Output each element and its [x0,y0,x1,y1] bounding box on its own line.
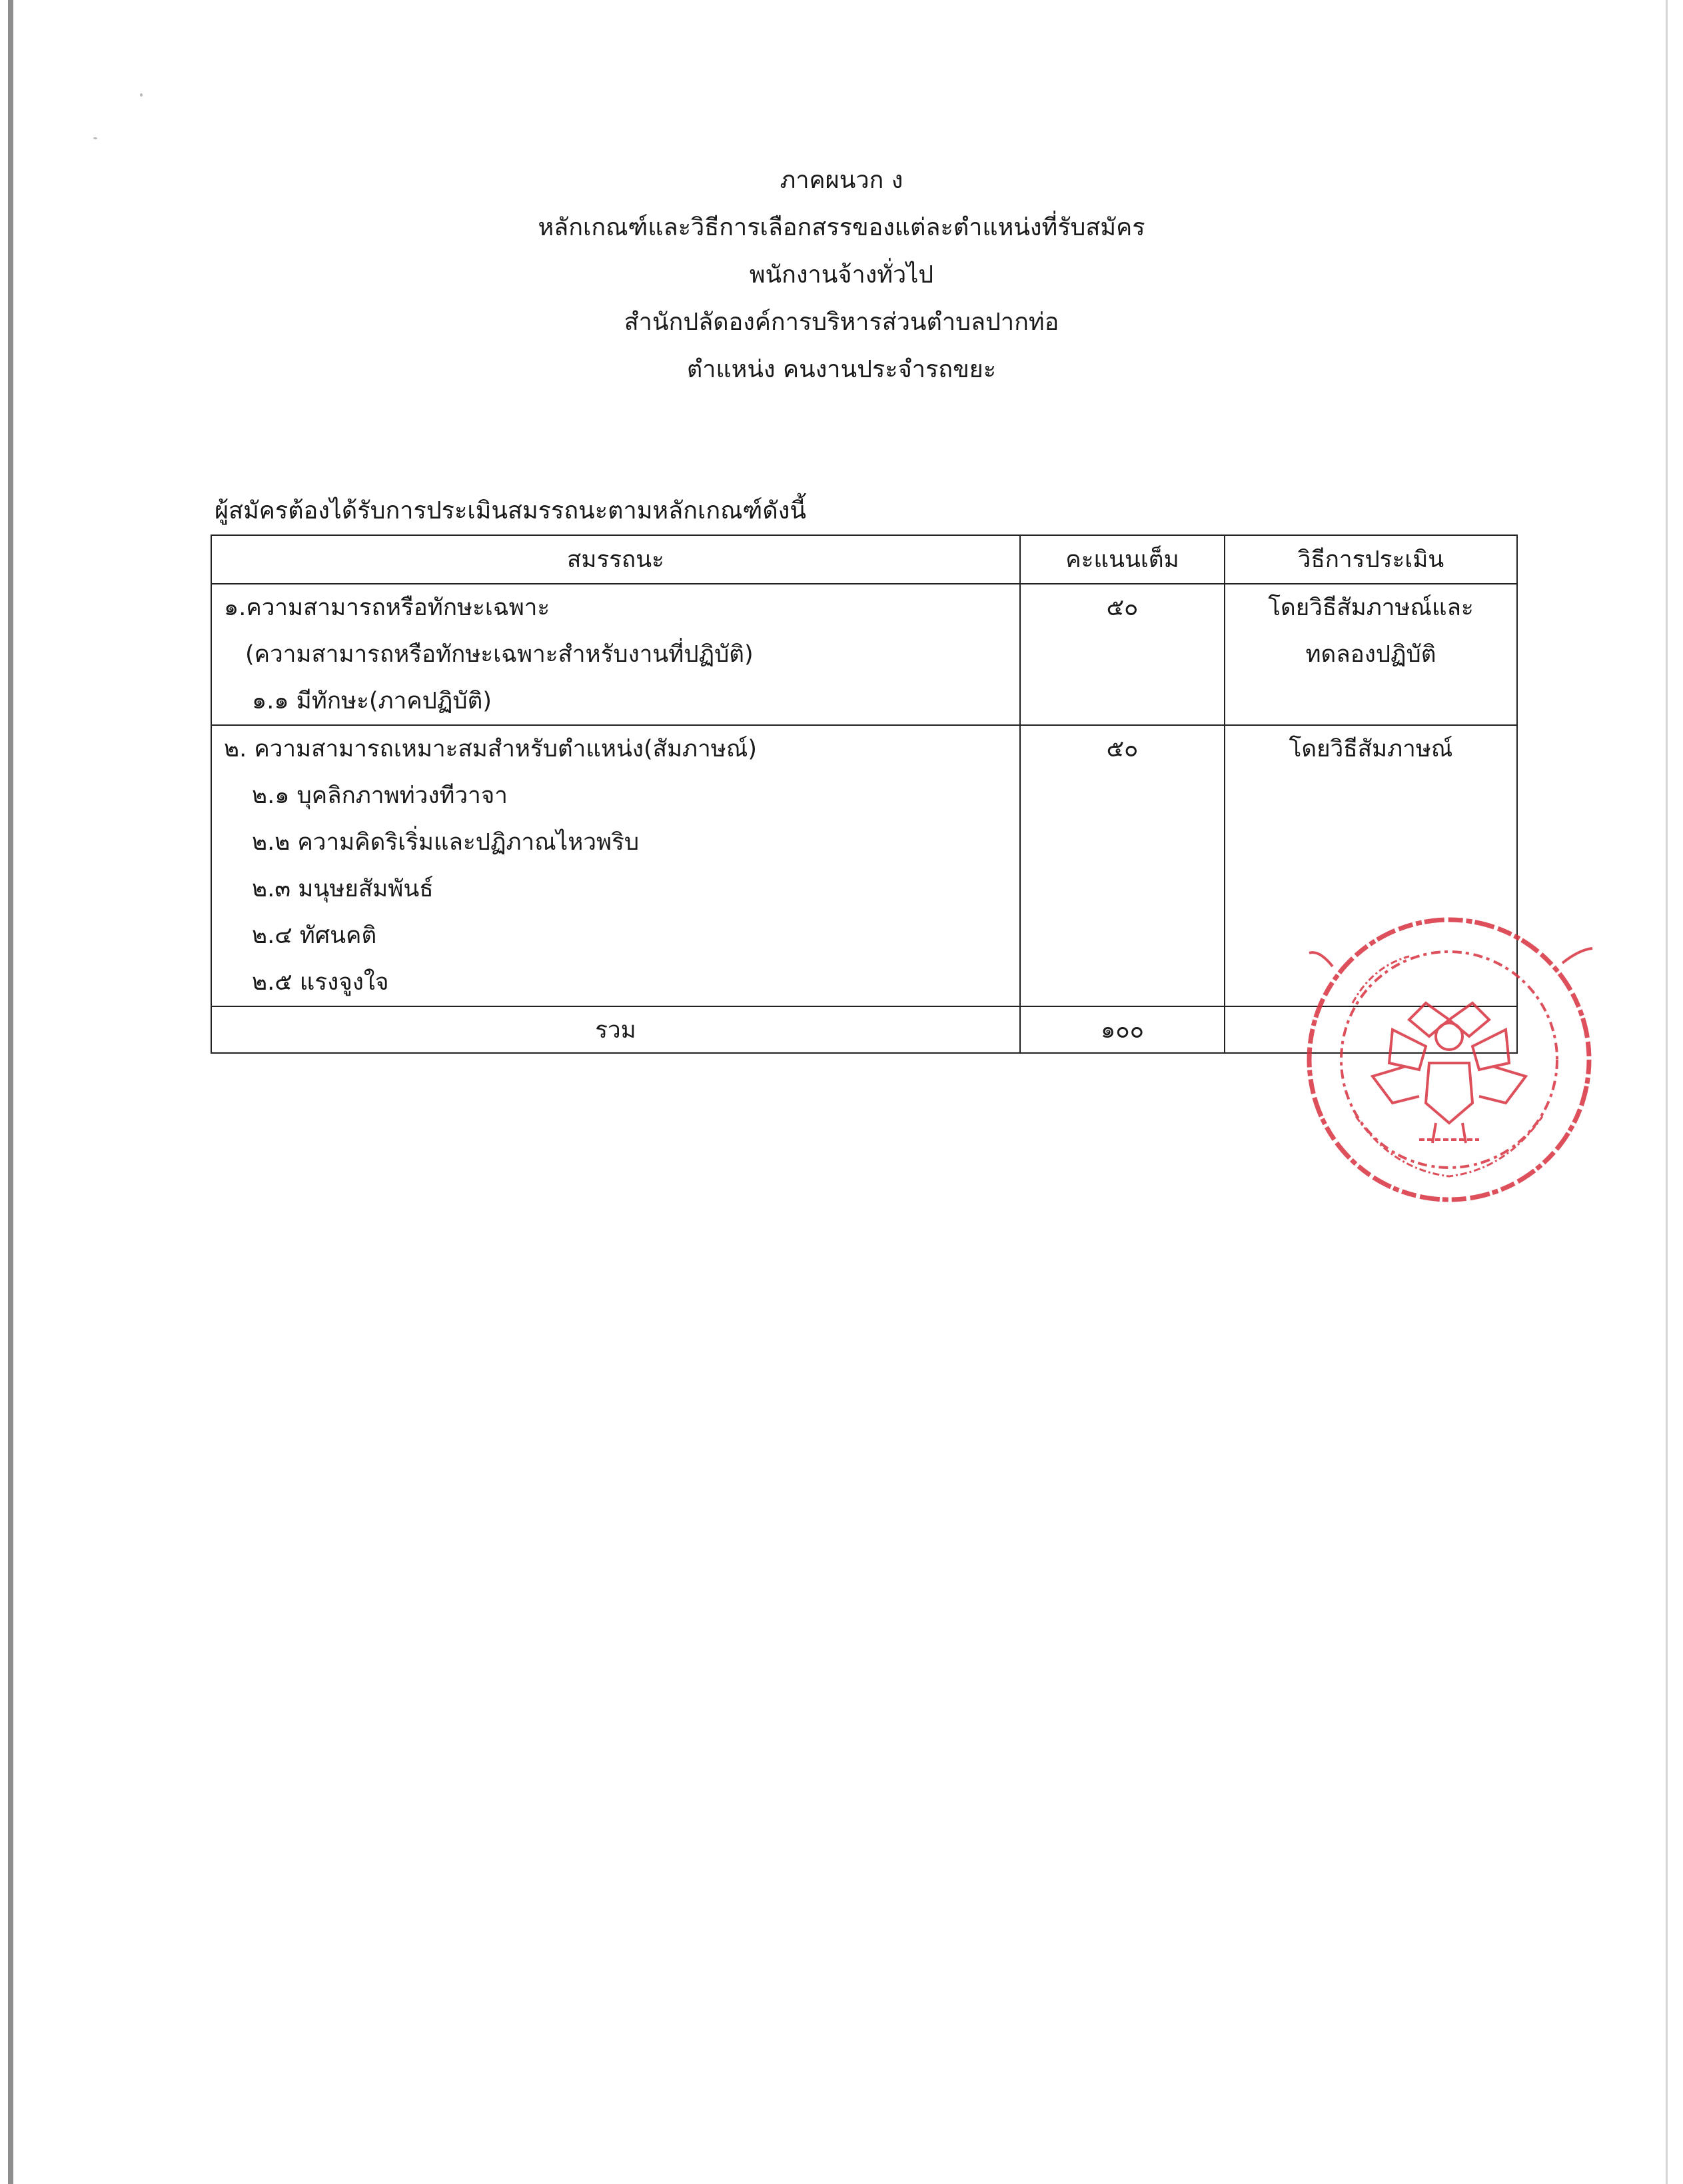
total-score: ๑๐๐ [1020,1006,1225,1053]
competency-line: ๒. ความสามารถเหมาะสมสำหรับตำแหน่ง(สัมภาษณ์) [224,736,757,762]
competency-line: ๒.๑ บุคลิกภาพท่วงทีวาจา [252,782,508,809]
method-line: ทดลองปฏิบัติ [1305,641,1436,668]
header-competency: สมรรถนะ [211,535,1020,584]
table-header-row [211,535,1517,584]
competency-cell [211,584,1020,725]
table-row [211,584,1517,725]
scan-speck [93,137,97,139]
score-value: ๕๐ [1106,736,1139,762]
appendix-label: ภาคผนวก ง [780,167,903,194]
competency-line: (ความสามารถหรือทักษะเฉพาะสำหรับงานที่ปฏิบัติ) [245,641,754,668]
competency-line: ๒.๒ ความคิดริเริ่มและปฏิภาณไหวพริบ [252,829,640,856]
garuda-seal-icon [1293,903,1606,1216]
position-name: ตำแหน่ง คนงานประจำรถขยะ [686,356,997,383]
intro-text: ผู้สมัครต้องได้รับการประเมินสมรรถนะตามหลักเกณฑ์ดังนี้ [215,497,806,525]
method-line: โดยวิธีสัมภาษณ์ [1289,736,1453,762]
competency-line: ๑.๑ มีทักษะ(ภาคปฏิบัติ) [252,688,492,714]
employee-type: พนักงานจ้างทั่วไป [749,261,934,289]
score-value: ๕๐ [1106,594,1139,621]
competency-line: ๒.๔ ทัศนคติ [252,922,377,949]
document-header [0,157,1683,393]
competency-line: ๑.ความสามารถหรือทักษะเฉพาะ [224,594,550,621]
header-method: วิธีการประเมิน [1225,535,1517,584]
document-title: หลักเกณฑ์และวิธีการเลือกสรรของแต่ละตำแหน่งที่รับสมัคร [538,214,1145,241]
total-label: รวม [211,1006,1020,1053]
scan-speck [140,93,143,97]
score-cell [1020,725,1225,1006]
competency-cell [211,725,1020,1006]
score-cell [1020,584,1225,725]
header-full-score: คะแนนเต็ม [1020,535,1225,584]
competency-line: ๒.๓ มนุษยสัมพันธ์ [252,876,434,902]
method-line: โดยวิธีสัมภาษณ์และ [1268,594,1474,621]
method-cell [1225,584,1517,725]
competency-line: ๒.๕ แรงจูงใจ [252,969,389,996]
department-name: สำนักปลัดองค์การบริหารส่วนตำบลปากท่อ [624,309,1059,336]
